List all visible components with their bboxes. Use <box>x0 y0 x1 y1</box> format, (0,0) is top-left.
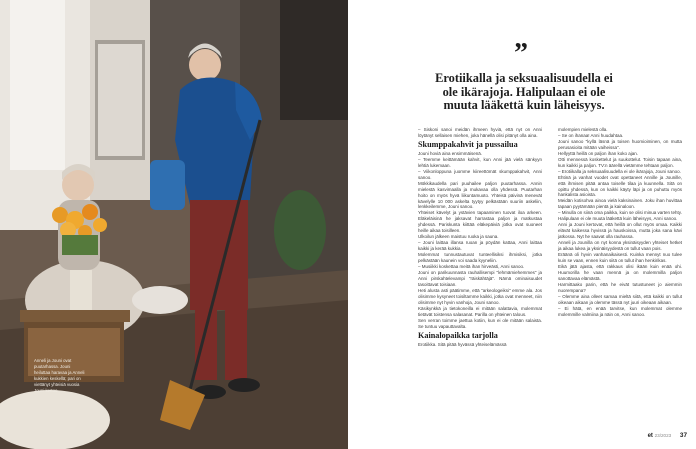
body-paragraph: molempien mielestä olla. <box>558 127 608 132</box>
body-paragraph: Ulkoilun jälkeen maistuu ruoka ja sauna. <box>418 234 499 240</box>
section-heading: Kainalopaikka tarjolla <box>418 330 498 340</box>
body-paragraph: Heti alusta asti päätimme, että "arkeologeiksi" emme ala. Jos olisimme kysyneet toisiltamme kaikki, jotka ovat menneet, niin olisimme nyt hyvin vanhoja, Jouni sanoo. <box>418 287 542 305</box>
page-number: 37 <box>679 432 687 439</box>
body-paragraph: Eikä jätä ajasta, että rakkaus olisi ikään kuin enää ohi. Huumorilla he vaan mennä ja on molemmilla paljon sanottavaa elämästä. <box>558 263 682 281</box>
body-paragraph: – Erotiikalla ja seksuaalisuudella ei ole ikärajoja, Jouni sanoo. <box>558 168 681 174</box>
article-column-2 <box>558 127 682 318</box>
body-paragraph: – Viikonloppuna juomme kiireettömät skumppakahvit, Anni sanoo. <box>418 168 542 180</box>
body-paragraph: Käsikynkkä ja tietokoneilla ei mitään salattavia, molemmat tietävät toistensa salasanat. Parilla on yhteinen talous. <box>418 305 542 317</box>
body-paragraph: Harmittaako parin, että he eivät tutustuneet jo aiemmin nuorempana? <box>558 281 682 293</box>
body-paragraph: – Se on ihanaa! Anni huudahtaa. <box>558 132 624 138</box>
pull-quote <box>412 72 636 113</box>
body-paragraph: Otti mennessä koskettelut ja suukottelut. Toisin tapaan aina, kun kaikki ja paljon. TV:n äärellä vietämme tehtaan paljon. <box>558 156 682 168</box>
page-footer <box>648 432 687 439</box>
body-paragraph: Jouni sanoo "kyllä läsnä ja toisen huomioiminen, on mutta perusasioita mitään vaiheissa". <box>558 138 682 150</box>
body-paragraph: Jouni on parikuunnasta rauhallisempi "lehmämiehemmes" ja Anni pirskahtelevampi "räiskähtäjä". Nämä ominaisuudet tasoittavat toisiaan. <box>418 269 542 287</box>
body-paragraph: Anneli ja Jounilla on nyt konna yksinäisyyden yhteiset hetket ja aikaa lukea ja yksinäisyydestä on tullut vaan pois. <box>558 240 682 252</box>
body-paragraph: Yhteiset kävelyt ja ystävien tapaaminen tuovat iloa arkeen. Eläkeläisinä he jaksavat harrastaa paljon ja matkustaa yhdessä. Pariskunta kiittää eläkepäiviä jotka ovat suoneet heille aikaa toisilleen. <box>418 210 542 234</box>
body-paragraph: Anni ja Jouni kertovat, että heillä on ollut myös omaa. Kaikki elävät kaikessa hyvissä ja hauskoissa, mutta joka sana kävi jatkossa. Nyt he saavat olla rauhassa. <box>558 222 682 240</box>
pull-quote-line: Erotiikalla ja seksuaalisuudella ei <box>435 71 613 85</box>
body-paragraph: – Siskoni sanoi meidän ihmeen hyviä, että nyt on Anni löytänyt sellaisen miehen, joka hänellä olisi pitänyt olla aina. <box>418 127 542 138</box>
quote-mark-icon: ” <box>514 38 528 69</box>
body-paragraph: – Olemme aina olleet samaa mieltä siitä, että kaikki on tullut oikeaan aikaan ja olemme tässä nyt juuri oikeaan aikaan. <box>558 293 682 305</box>
body-paragraph: Jouni hoviä aina ensimmäisenä. <box>418 150 483 156</box>
body-paragraph: Erotiikka. Sitä pitää hyvässä yhteiselämässä <box>418 341 507 347</box>
body-paragraph: Meidän kotisohva ainoa vielä kaksinainen. Joku ihan huvittaa tapaan pyytämään pientä ja kainaloon. <box>558 198 682 210</box>
body-paragraph: – Musiikki koskettaa meitä ihan hirveästi, Anni sanoo. <box>418 264 525 270</box>
photo-caption: Anneli ja Jouni ovat puutarhassa. Jouni heiluttaa haravaa ja Anneli kukkien keskellä; pari on viettänyt yhteisiä vuosia Jouni kertoo. <box>34 358 85 393</box>
body-paragraph: Ehtinä ja vanhat vuodet ovat opettaneet Annille ja Jounille, että ihmisen pitää antaa toiselle tilaa ja kuunnella. Sitä on opittu yhdessä, kun on kaikki käyty läpi ja on puhuttu myös hankalista asioista. <box>558 174 682 198</box>
magazine-brand: et <box>647 433 653 439</box>
body-paragraph: – Teemme keittämään kahvit, kun Anni jää vielä sänkyyn lehtiä lukemaan. <box>418 156 542 168</box>
issue-number: 23/2023 <box>654 433 672 438</box>
body-paragraph: Halipulaan ei ole muuta lääkettä kuin läheisyys, Anni sanoo. <box>558 216 678 222</box>
pull-quote-line: muuta lääkettä kuin läheisyys. <box>443 98 605 112</box>
section-heading: Skumppakahvit ja pussailua <box>418 139 518 149</box>
article-page <box>348 0 696 449</box>
body-paragraph: – Minulla on siinä oma paikka, kuin se olisi minua varten tehty. <box>558 210 682 216</box>
body-paragraph: Mökkikaudella pari puuhailee paljon puutarhassa. Annin mielestä kasvimaalla ja mukavaa olla yhdessä. Puutarhan hoito on myös hyvä liikuntamuoto. Yhteisä päivinä menevät kävelylle 10 000 askelta tyytyy pelkästään suuriin askeliin, lenkkeilemme, Jouni sanoo. <box>418 180 542 210</box>
article-column-1 <box>418 127 542 347</box>
pull-quote-line: ole ikärajoja. Halipulaan ei ole <box>442 84 606 99</box>
body-paragraph: Eräänä oli hyvin vanhanaikaisesti. Kuinka mennyt nuo tulee kuin se vaan, ennen kuin siitä on tullut ihan henkirikas. <box>558 252 682 263</box>
body-paragraph: Molemmat tunnustautuvat tunteellisiksi ihmisiksi, jotka pelkästään kaunein voi saada kyyneliin. <box>418 252 542 264</box>
body-paragraph: Sen verran toimme jaettua kotiin, kun ei ole mitään salaista. Se tuntuu vapauttavalta. <box>418 317 542 329</box>
body-paragraph: – Jouni laittaa illansa ruoan ja pöydän kattaa, Anni laittaa kaikki ja kerää kukkia. <box>418 240 542 252</box>
body-paragraph: Hellyyttä heillä on paljon ihan koko ajan. <box>558 150 639 156</box>
body-paragraph: – Ei hätä, en enää tarvitse, kun molemmat olemme molemmille valmiina ja näin on, Anni sanoo. <box>558 305 682 317</box>
